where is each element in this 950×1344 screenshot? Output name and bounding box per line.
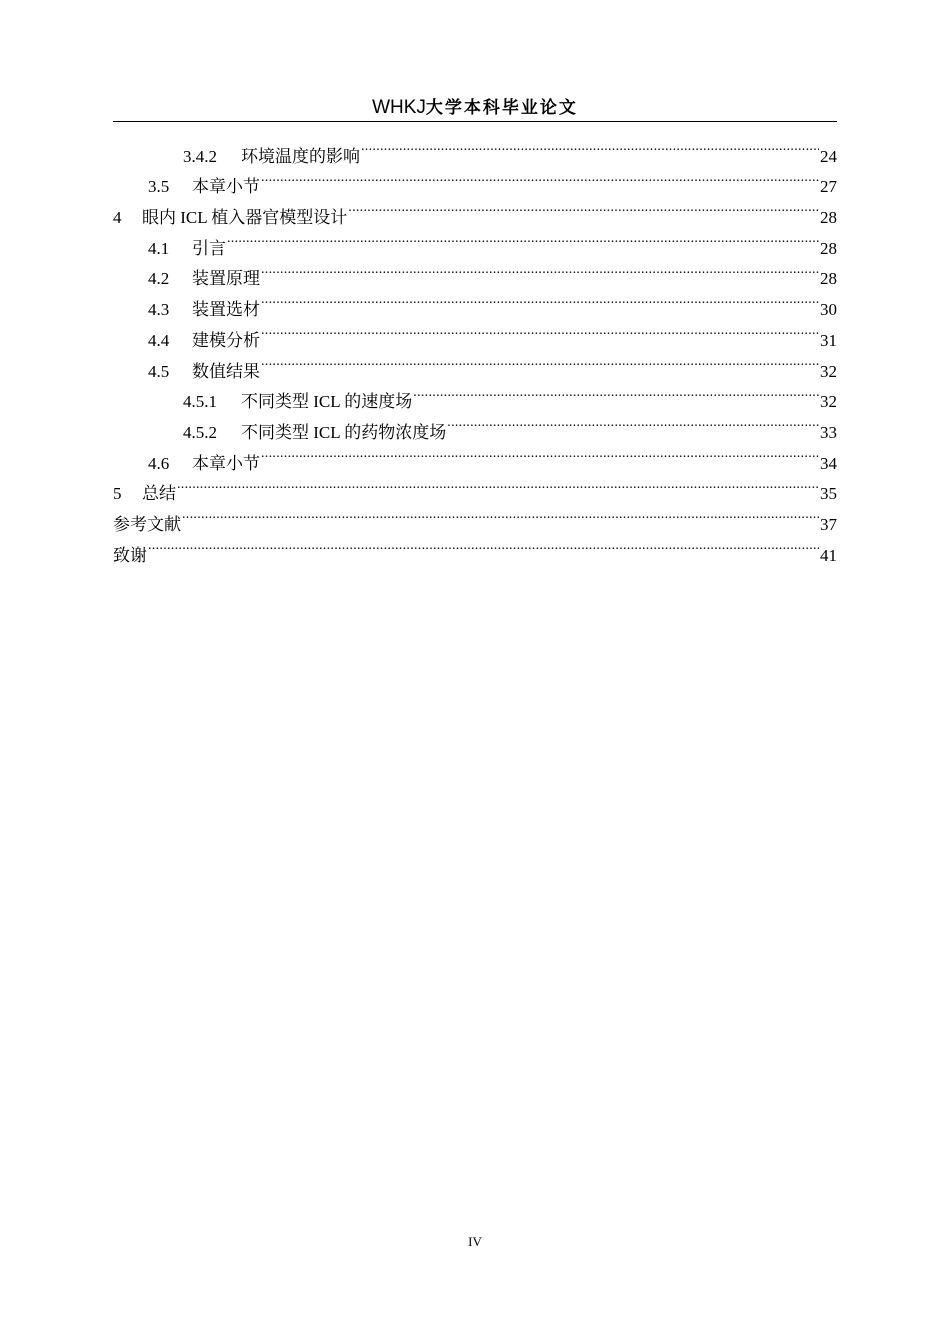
toc-entry-title: 装置原理	[192, 269, 260, 289]
toc-leader-dots	[361, 131, 819, 162]
toc-leader-dots	[182, 499, 819, 530]
toc-entry-number: 4	[113, 208, 122, 228]
toc-entry-number: 4.5.1	[183, 392, 217, 412]
toc-entry-number: 4.3	[148, 300, 170, 320]
toc-entry-page: 32	[820, 392, 837, 412]
header-title: 大学本科毕业论文	[425, 98, 578, 118]
toc-leader-dots	[413, 377, 819, 408]
toc-leader-dots	[447, 407, 819, 438]
table-of-contents	[113, 131, 837, 565]
page-header	[113, 94, 837, 122]
toc-leader-dots	[148, 530, 819, 561]
toc-entry-number: 4.1	[148, 238, 170, 258]
toc-entry-title: 总结	[142, 484, 176, 504]
toc-entry-number: 4.4	[148, 330, 170, 350]
toc-entry-page: 34	[820, 453, 837, 473]
toc-entry-title: 致谢	[113, 545, 147, 565]
toc-entry-page: 37	[820, 514, 837, 534]
toc-entry-title: 环境温度的影响	[241, 146, 360, 166]
toc-entry-page: 27	[820, 177, 837, 197]
toc-leader-dots	[348, 192, 819, 223]
toc-leader-dots	[177, 469, 819, 500]
toc-entry-number: 3.5	[148, 177, 170, 197]
toc-entry-title: 建模分析	[192, 330, 260, 350]
toc-leader-dots	[261, 315, 819, 346]
toc-entry[interactable]	[113, 469, 837, 504]
page-number: IV	[468, 1234, 482, 1249]
toc-entry-title: 本章小节	[192, 453, 260, 473]
toc-entry-number: 4.2	[148, 269, 170, 289]
toc-leader-dots	[261, 284, 819, 315]
toc-entry-title: 装置选材	[192, 300, 260, 320]
toc-entry-number: 4.5	[148, 361, 170, 381]
toc-entry-page: 24	[820, 146, 837, 166]
toc-leader-dots	[261, 162, 819, 193]
toc-entry-page: 30	[820, 300, 837, 320]
toc-entry-title: 参考文献	[113, 514, 181, 534]
header-school-code: WHKJ	[372, 97, 426, 118]
toc-entry-title: 引言	[192, 238, 226, 258]
toc-entry-number: 3.4.2	[183, 146, 217, 166]
toc-entry-page: 28	[820, 238, 837, 258]
toc-entry[interactable]	[113, 530, 837, 565]
toc-entry-page: 28	[820, 208, 837, 228]
toc-leader-dots	[261, 346, 819, 377]
toc-leader-dots	[227, 223, 819, 254]
toc-entry-number: 4.5.2	[183, 422, 217, 442]
toc-entry-page: 32	[820, 361, 837, 381]
toc-entry-title: 不同类型 ICL 的药物浓度场	[241, 422, 447, 442]
toc-leader-dots	[261, 254, 819, 285]
toc-entry-title: 数值结果	[192, 361, 260, 381]
toc-entry-page: 28	[820, 269, 837, 289]
toc-entry-page: 41	[820, 545, 837, 565]
toc-entry-title: 不同类型 ICL 的速度场	[241, 392, 413, 412]
toc-entry[interactable]	[113, 131, 837, 166]
toc-entry-page: 35	[820, 484, 837, 504]
toc-entry-number: 5	[113, 484, 122, 504]
toc-entry-number: 4.6	[148, 453, 170, 473]
toc-entry-page: 31	[820, 330, 837, 350]
toc-entry-title: 眼内 ICL 植入器官模型设计	[142, 208, 348, 228]
toc-entry-title: 本章小节	[192, 177, 260, 197]
toc-leader-dots	[261, 438, 819, 469]
toc-entry[interactable]	[113, 499, 837, 534]
toc-entry-page: 33	[820, 422, 837, 442]
